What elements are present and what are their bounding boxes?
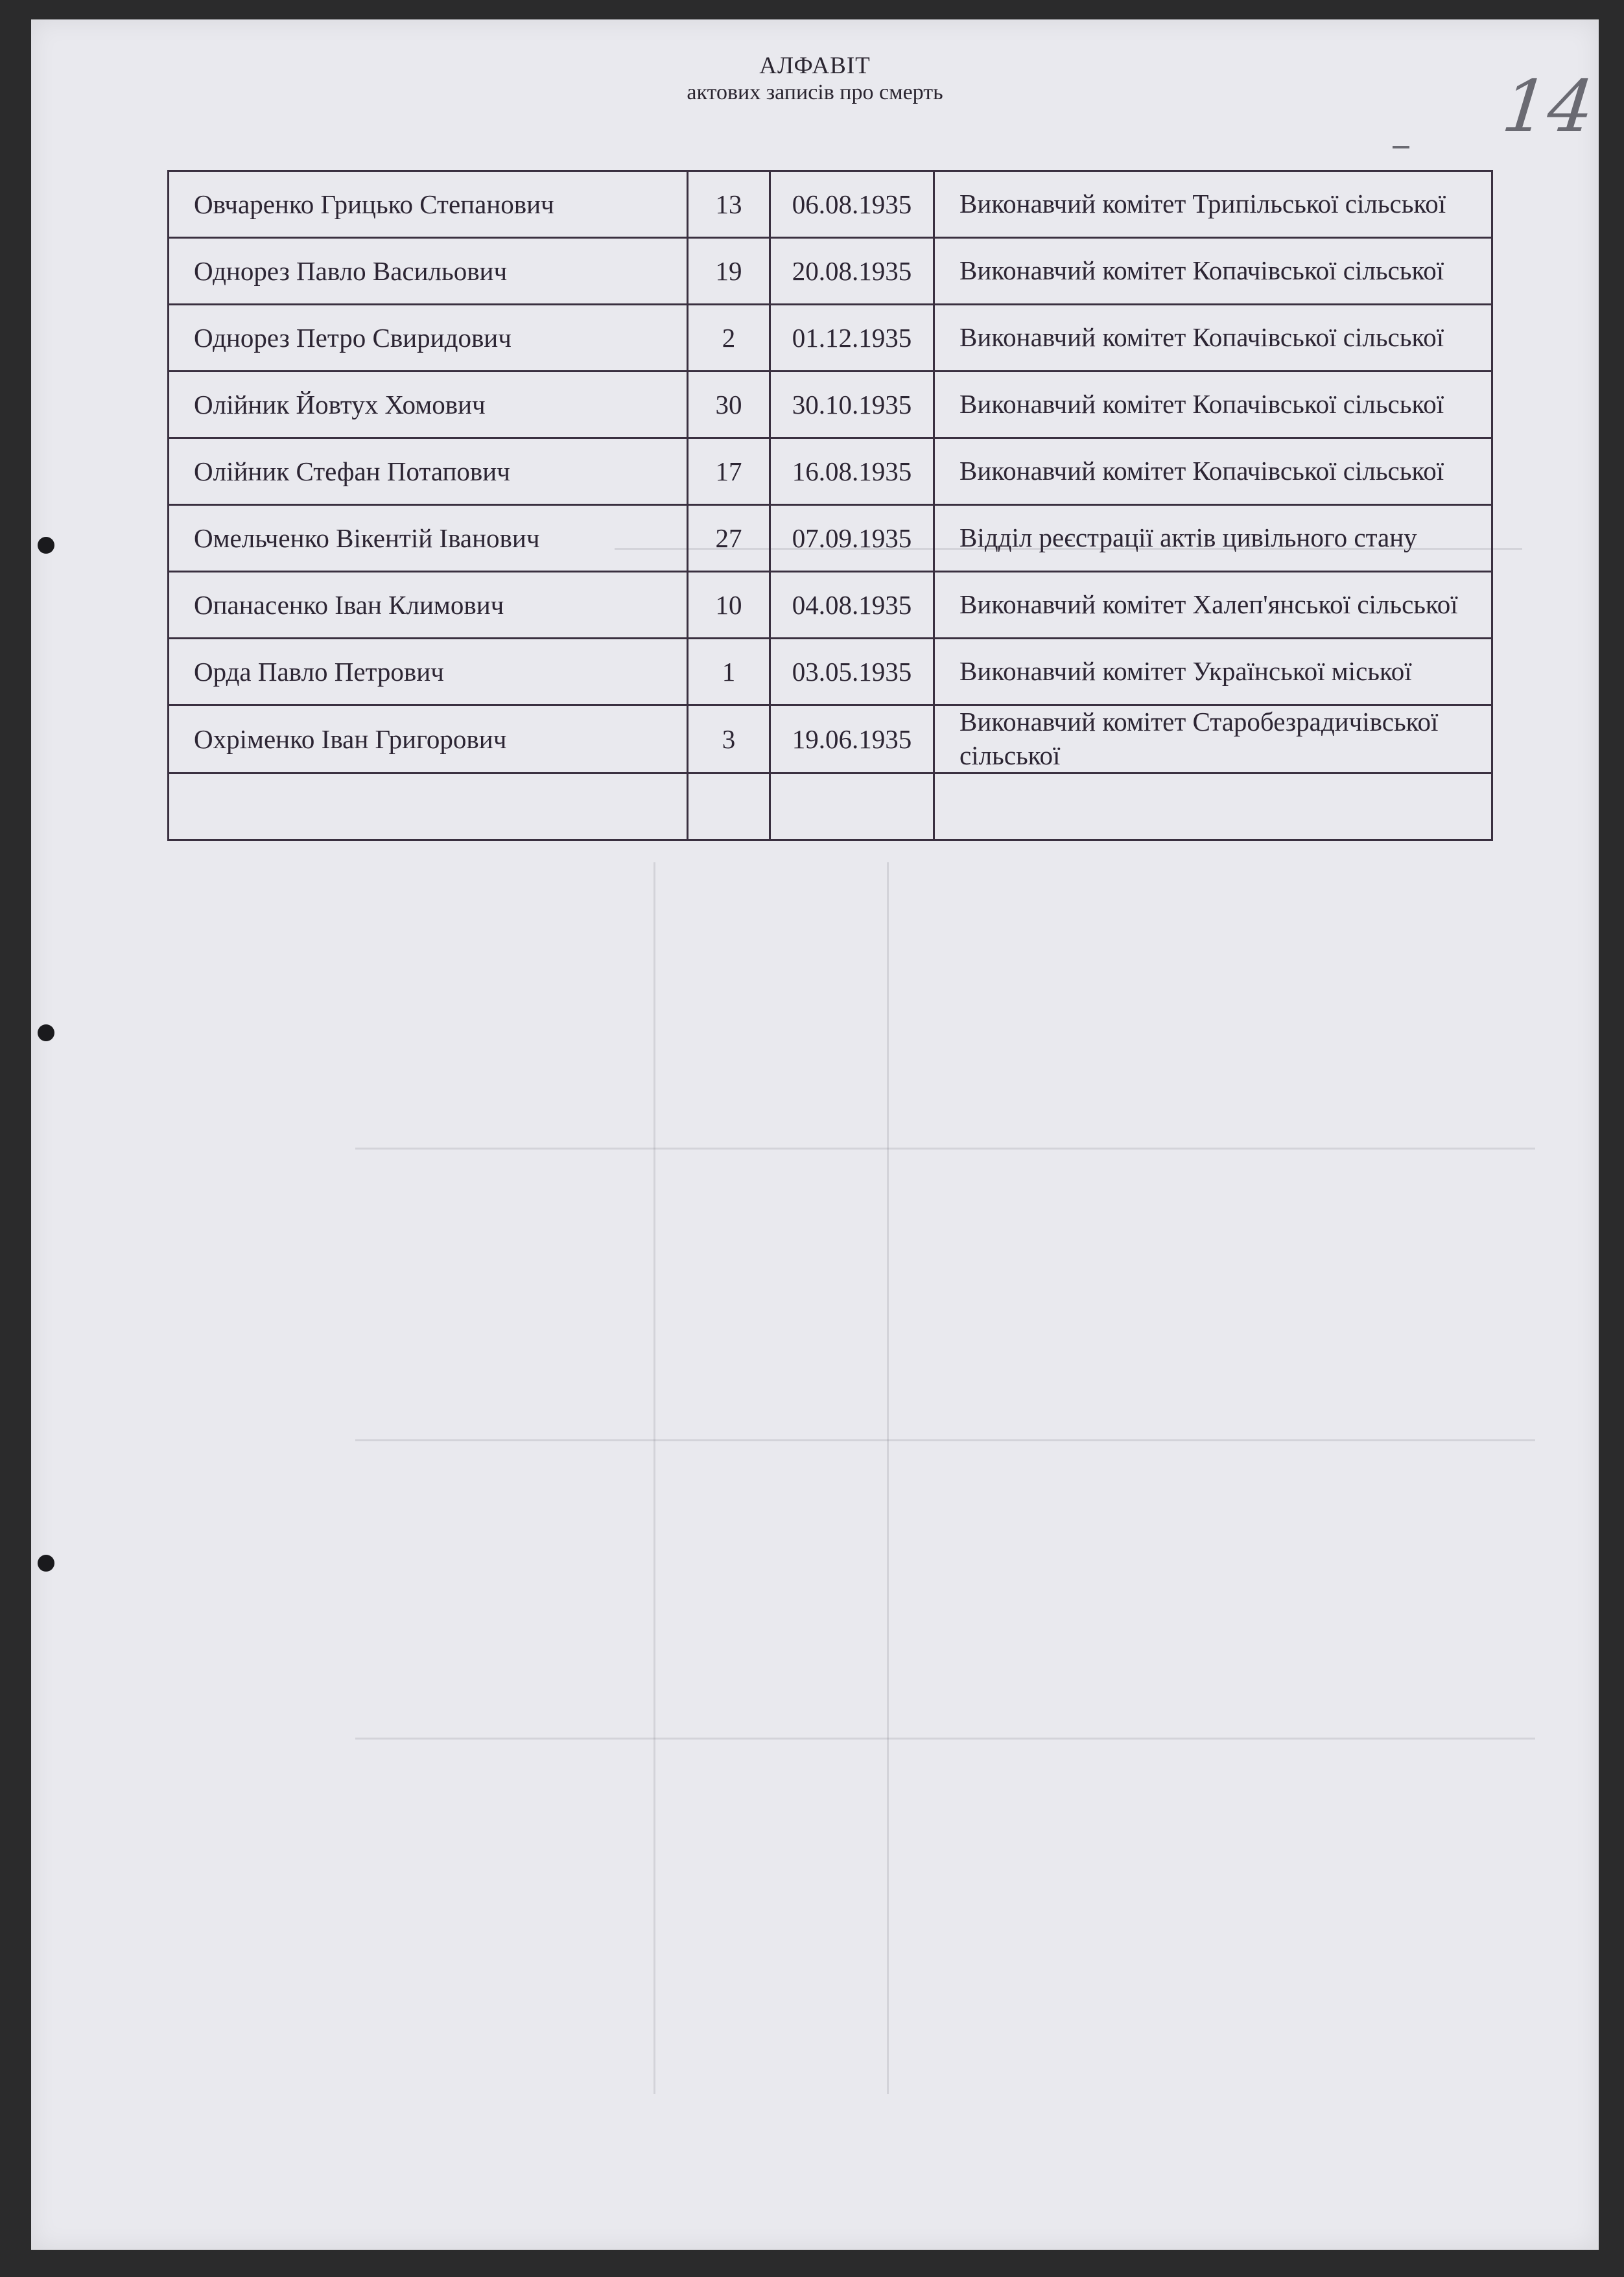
date-cell: 01.12.1935 <box>770 305 934 372</box>
registrar-cell <box>934 705 1492 773</box>
registrar-cell <box>934 372 1492 438</box>
name-cell: Однорез Павло Васильович <box>169 238 688 305</box>
registrar-text: Виконавчий комітет Копачівської сільської <box>959 389 1444 419</box>
name-cell: Овчаренко Грицько Степанович <box>169 171 688 238</box>
date-cell: 03.05.1935 <box>770 639 934 705</box>
record-number-cell: 17 <box>688 438 770 505</box>
record-number-cell: 10 <box>688 572 770 639</box>
registrar-text: Виконавчий комітет Старобезрадичівської сільської <box>959 707 1439 770</box>
registrar-cell <box>934 238 1492 305</box>
show-through-line <box>355 1439 1535 1441</box>
table-row <box>169 305 1492 372</box>
document-page <box>31 19 1599 2250</box>
date-cell: 19.06.1935 <box>770 705 934 773</box>
date-cell: 30.10.1935 <box>770 372 934 438</box>
record-number-cell: 30 <box>688 372 770 438</box>
name-cell <box>169 773 688 840</box>
record-number-cell: 27 <box>688 505 770 572</box>
name-cell: Орда Павло Петрович <box>169 639 688 705</box>
registrar-text: Виконавчий комітет Трипільської сільської <box>959 189 1446 218</box>
table-row-empty <box>169 773 1492 840</box>
name-cell: Охріменко Іван Григорович <box>169 705 688 773</box>
table-row <box>169 171 1492 238</box>
document-title: АЛФАВІТ <box>759 53 871 79</box>
table-row <box>169 505 1492 572</box>
registrar-text: Відділ реєстрації актів цивільного стану <box>959 523 1417 552</box>
registrar-cell <box>934 438 1492 505</box>
table-row <box>169 572 1492 639</box>
show-through-line <box>653 862 655 2094</box>
registrar-cell <box>934 505 1492 572</box>
name-cell: Олійник Йовтух Хомович <box>169 372 688 438</box>
punch-hole <box>38 1024 54 1041</box>
table-row <box>169 639 1492 705</box>
punch-hole <box>38 537 54 554</box>
date-cell: 04.08.1935 <box>770 572 934 639</box>
name-cell: Опанасенко Іван Климович <box>169 572 688 639</box>
show-through-line <box>887 862 889 2094</box>
registrar-text: Виконавчий комітет Копачівської сільської <box>959 456 1444 486</box>
handwritten-page-number: 14 <box>1498 65 1598 148</box>
registrar-text: Виконавчий комітет Копачівської сільської <box>959 255 1444 285</box>
show-through-line <box>355 1148 1535 1150</box>
record-number-cell: 1 <box>688 639 770 705</box>
record-number-cell: 19 <box>688 238 770 305</box>
date-cell <box>770 773 934 840</box>
table-row <box>169 372 1492 438</box>
record-number-cell: 13 <box>688 171 770 238</box>
name-cell: Омельченко Вікентій Іванович <box>169 505 688 572</box>
registrar-text: Виконавчий комітет Української міської <box>959 656 1412 686</box>
registrar-text: Виконавчий комітет Халеп'янської сільської <box>959 589 1458 619</box>
registrar-cell <box>934 171 1492 238</box>
record-number-cell: 3 <box>688 705 770 773</box>
pen-mark <box>1393 146 1409 148</box>
document-subtitle: актових записів про смерть <box>687 80 943 104</box>
date-cell: 20.08.1935 <box>770 238 934 305</box>
registrar-cell <box>934 639 1492 705</box>
date-cell: 06.08.1935 <box>770 171 934 238</box>
punch-hole <box>38 1555 54 1572</box>
registrar-cell <box>934 572 1492 639</box>
registrar-cell <box>934 305 1492 372</box>
death-records-table <box>167 170 1493 841</box>
table-row <box>169 438 1492 505</box>
name-cell: Олійник Стефан Потапович <box>169 438 688 505</box>
record-number-cell: 2 <box>688 305 770 372</box>
show-through-line <box>355 1738 1535 1740</box>
record-number-cell <box>688 773 770 840</box>
date-cell: 07.09.1935 <box>770 505 934 572</box>
date-cell: 16.08.1935 <box>770 438 934 505</box>
table-row <box>169 238 1492 305</box>
table-row <box>169 705 1492 773</box>
registrar-cell <box>934 773 1492 840</box>
registrar-text: Виконавчий комітет Копачівської сільської <box>959 322 1444 352</box>
name-cell: Однорез Петро Свиридович <box>169 305 688 372</box>
